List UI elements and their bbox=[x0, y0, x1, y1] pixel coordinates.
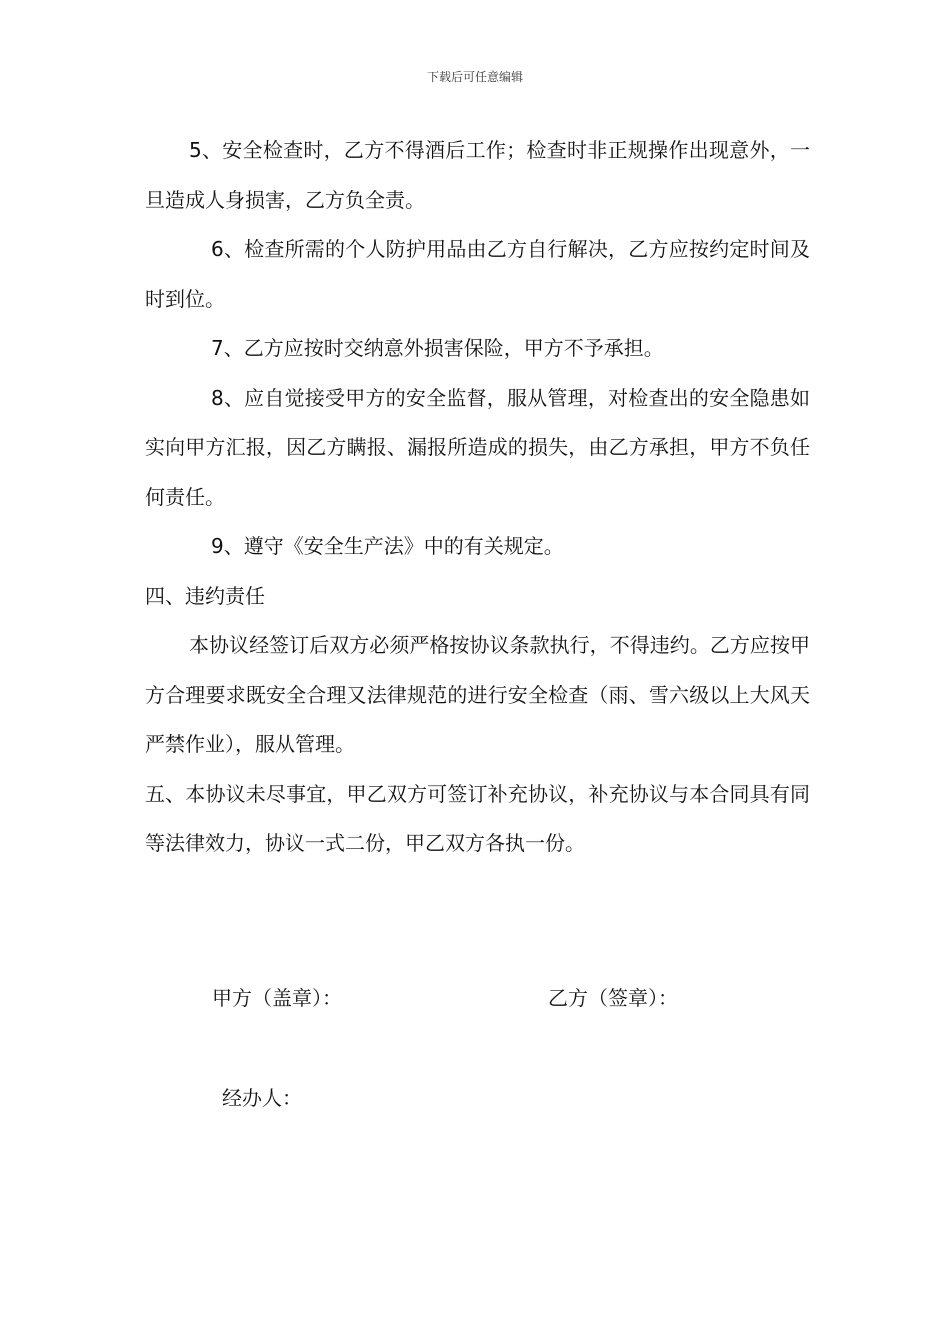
party-a-signature-label: 甲方（盖章）： bbox=[212, 986, 342, 1010]
section-heading-breach: 四、违约责任 bbox=[145, 583, 265, 608]
page-header: 下载后可任意编辑 bbox=[426, 70, 523, 84]
party-b-signature-label: 乙方（签章）： bbox=[548, 986, 678, 1010]
handler-label: 经办人： bbox=[222, 1086, 302, 1110]
section-five-paragraph: 五、本协议未尽事宜，甲乙双方可签订补充协议，补充协议与本合同具有同等法律效力，协议一式二份，甲乙双方各执一份。 bbox=[145, 781, 810, 855]
clause-7: 7、乙方应按时交纳意外损害保险，甲方不予承担。 bbox=[211, 336, 664, 360]
clause-8: 8、应自觉接受甲方的安全监督，服从管理，对检查出的安全隐患如实向甲方汇报，因乙方瞒报、漏报所造成的损失，由乙方承担，甲方不负任何责任。 bbox=[145, 385, 810, 509]
clause-6: 6、检查所需的个人防护用品由乙方自行解决，乙方应按约定时间及时到位。 bbox=[145, 237, 810, 311]
clause-9: 9、遵守《安全生产法》中的有关规定。 bbox=[211, 534, 564, 558]
document-body bbox=[145, 126, 810, 869]
breach-paragraph: 本协议经签订后双方必须严格按协议条款执行，不得违约。乙方应按甲方合理要求既安全合理又法律规范的进行安全检查（雨、雪六级以上大风天严禁作业），服从管理。 bbox=[145, 633, 810, 756]
clause-5: 5、安全检查时，乙方不得酒后工作；检查时非正规操作出现意外，一旦造成人身损害，乙方负全责。 bbox=[145, 138, 810, 212]
